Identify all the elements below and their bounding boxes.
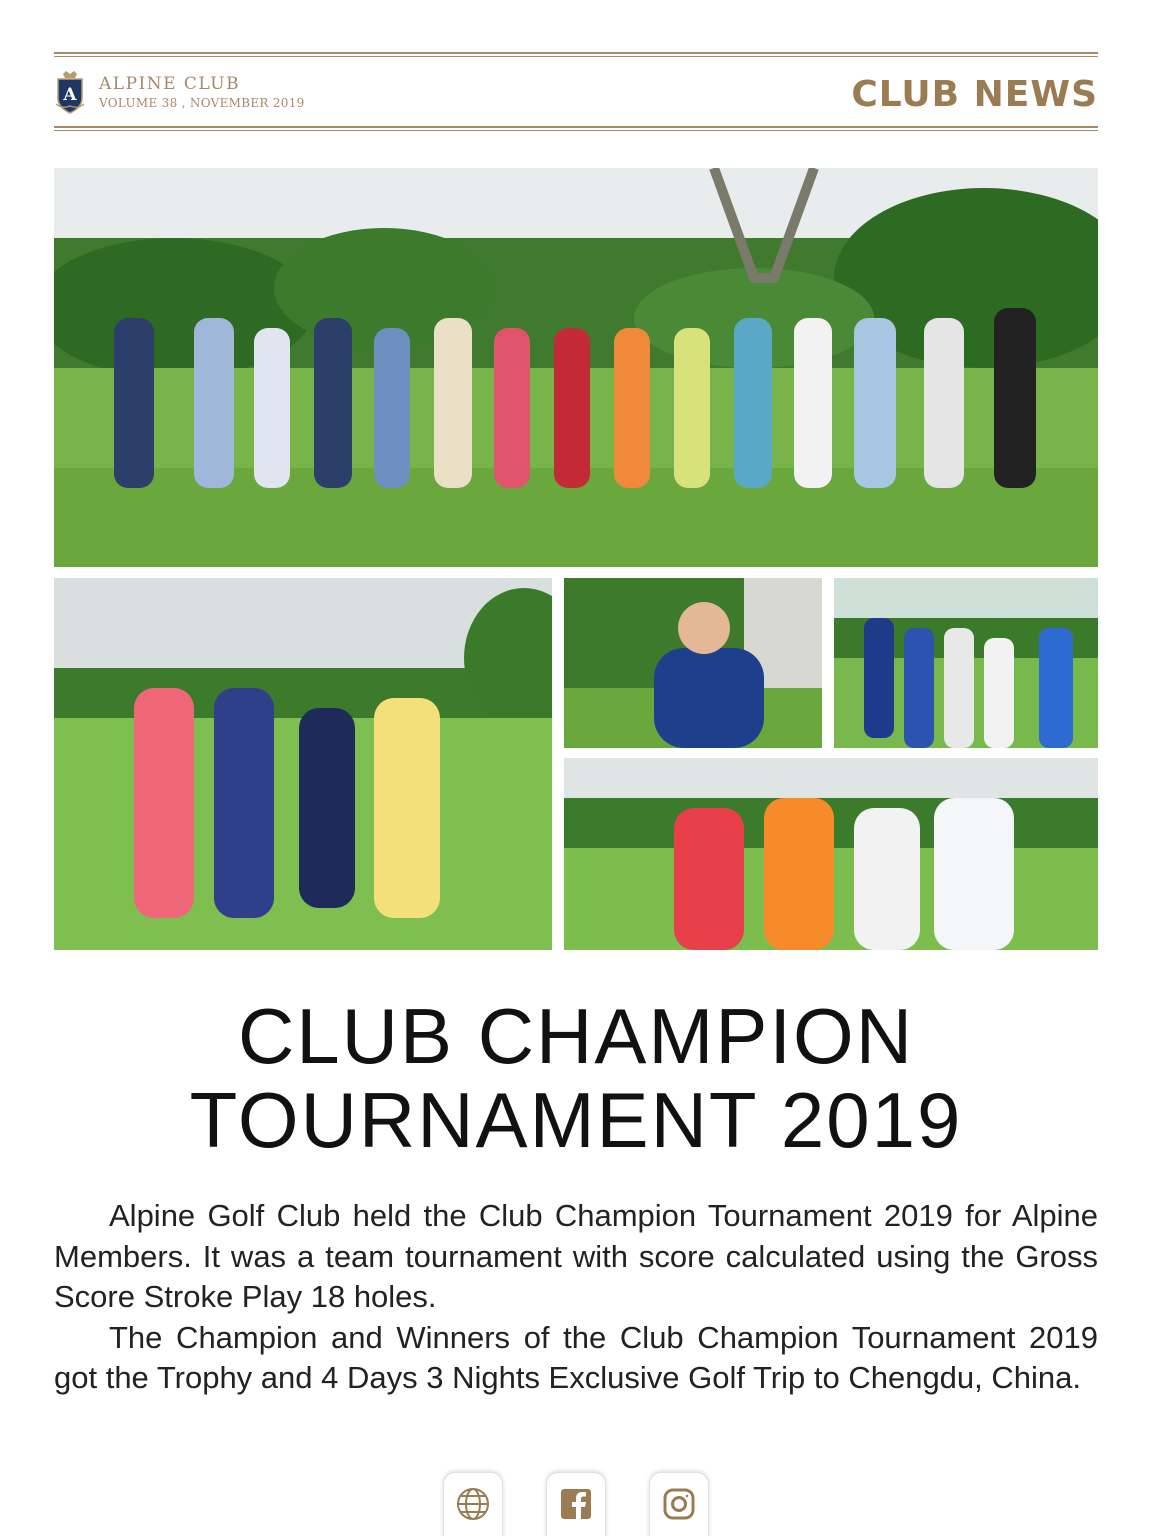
article-paragraph: The Champion and Winners of the Club Champion Tournament 2019 got the Trophy and 4 Days 3 Nights Exclusive Golf Trip to Chengdu, China. (54, 1319, 1098, 1395)
article-title-line2: TOURNAMENT 2019 (189, 1076, 963, 1164)
facebook-icon (559, 1487, 593, 1521)
header-top-rule (54, 52, 1098, 54)
thumbs-up-golfer-photo (564, 578, 822, 748)
volume-issue: VOLUME 38 , NOVEMBER 2019 (99, 96, 305, 110)
header-bottom-rule-thin (54, 130, 1098, 131)
club-name: ALPINE CLUB (99, 74, 241, 94)
instagram-icon (662, 1487, 696, 1521)
article-paragraph: Alpine Golf Club held the Club Champion Tournament 2019 for Alpine Members. It was a team tournament with score calculated using the Gross Score Stroke Play 18 holes. (54, 1198, 1098, 1314)
instagram-link-tab[interactable] (649, 1472, 709, 1536)
five-golfers-photo (834, 578, 1098, 748)
facebook-link-tab[interactable] (546, 1472, 606, 1536)
article-body (54, 1196, 1098, 1399)
website-link-tab[interactable] (443, 1472, 503, 1536)
header-bottom-rule (54, 126, 1098, 128)
article-title (54, 994, 1098, 1162)
section-title: CLUB NEWS (851, 74, 1098, 115)
group-photo (54, 168, 1098, 567)
ladies-foursome-photo (564, 758, 1098, 950)
four-golfers-photo (54, 578, 552, 950)
crest-letter: A (63, 85, 77, 105)
globe-icon (456, 1487, 490, 1521)
brand-block (99, 74, 305, 112)
club-crest-logo (54, 70, 86, 114)
article-title-line1: CLUB CHAMPION (237, 992, 915, 1080)
header-top-rule-thin (54, 56, 1098, 57)
